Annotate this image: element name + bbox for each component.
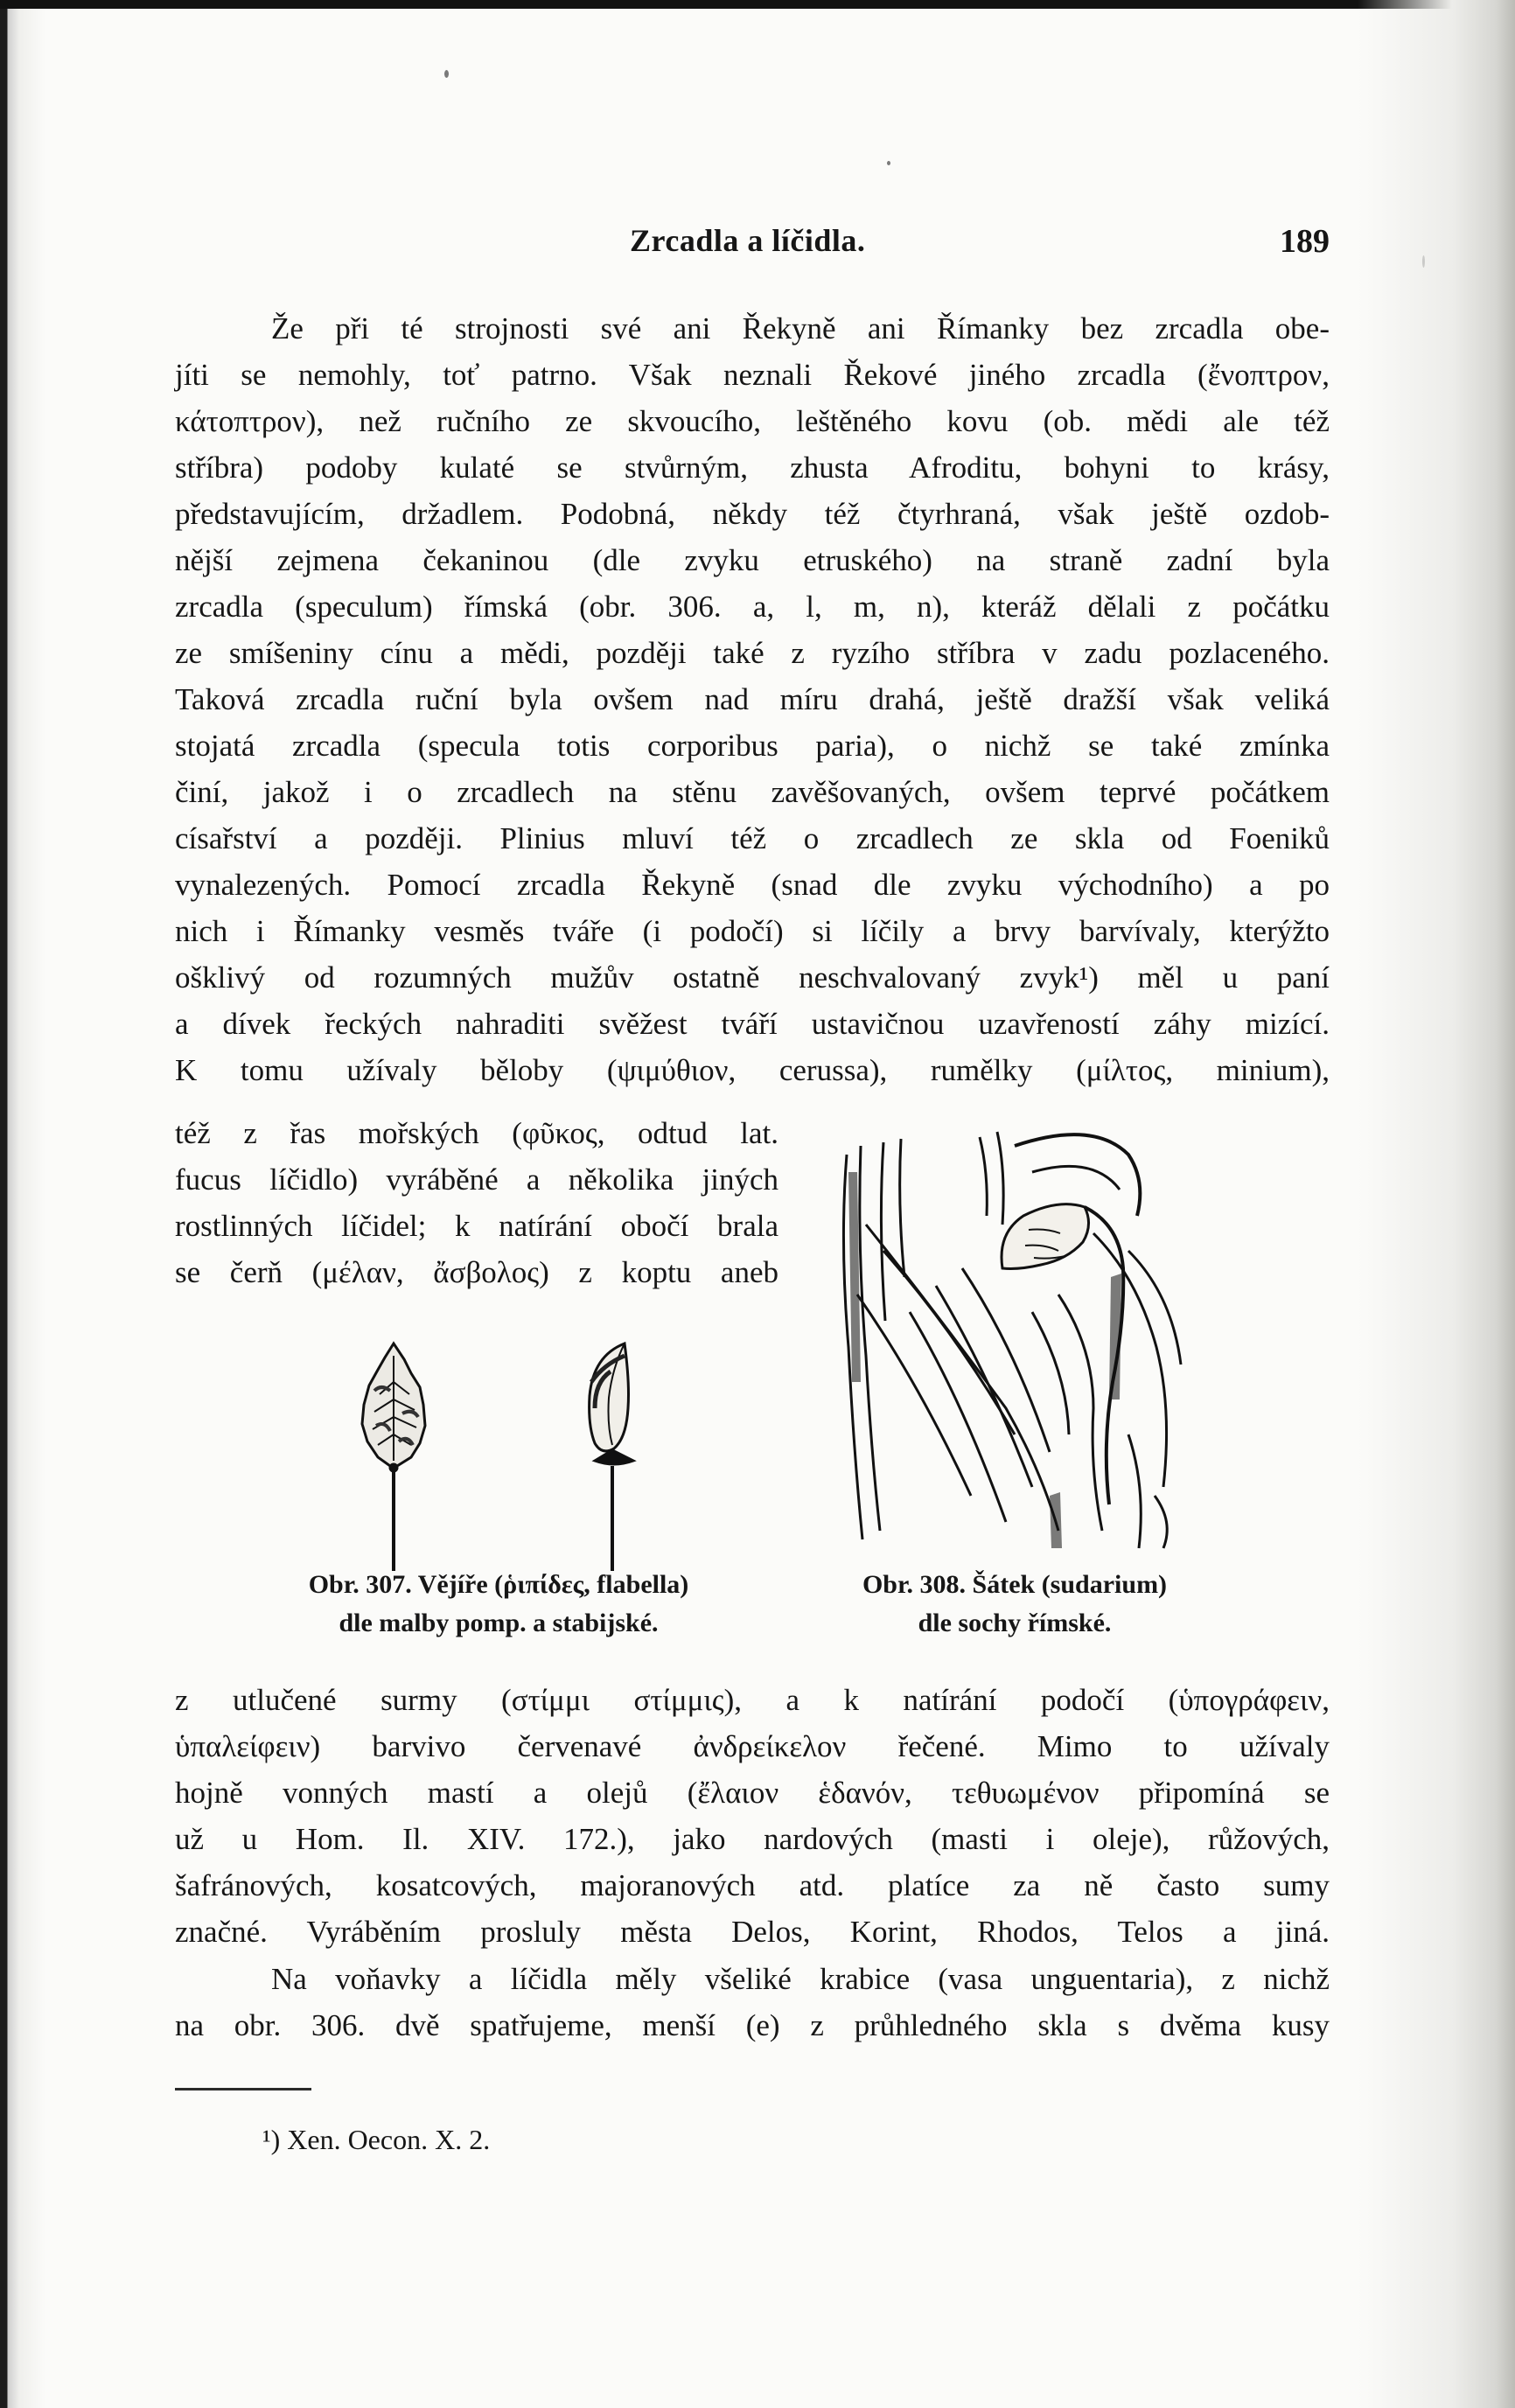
text-line: nich i Římanky vesměs tváře (i podočí) si líčily a brvy barvívaly, kterýžto xyxy=(175,914,1330,948)
paragraph-mirrors xyxy=(175,305,1330,1093)
page-header xyxy=(175,222,1330,266)
text-line: představujícím, držadlem. Podobná, někdy též čtyrhraná, však ještě ozdob- xyxy=(175,497,1330,531)
page-number: 189 xyxy=(1280,223,1330,260)
text-line: z utlučené surmy (στίμμι στίμμις), a k natírání podočí (ὑπογράφειν, xyxy=(175,1683,1330,1717)
text-line: ὑπαλείφειν) barvivo červenavé ἀνδρείκελον řečené. Mimo to užívaly xyxy=(175,1729,1330,1763)
text-line: Taková zrcadla ruční byla ovšem nad míru drahá, ještě dražší však veliká xyxy=(175,682,1330,716)
sudarium-drapery-illustration xyxy=(831,1120,1198,1557)
text-line: vynalezených. Pomocí zrcadla Řekyně (snad dle zvyku východního) a po xyxy=(175,868,1330,902)
paragraph-narrow-column xyxy=(175,1110,778,1295)
caption-line: Obr. 308. Šátek (sudarium) xyxy=(862,1570,1168,1599)
running-title: Zrcadla a líčidla. xyxy=(630,223,866,258)
footnote: ¹) Xen. Oecon. X. 2. xyxy=(262,2124,491,2155)
text-line: Že při té strojnosti své ani Řekyně ani Římanky bez zrcadla obe- xyxy=(271,311,1330,345)
leaf-fan-icon xyxy=(362,1344,425,1571)
text-line: hojně vonných mastí a olejů (ἔλαιον ἑδανόν, τεθυωμένον připomíná se xyxy=(175,1776,1330,1810)
text-line: jíti se nemohly, toť patrno. Však neznali Řekové jiného zrcadla (ἔνοπτρον, xyxy=(175,358,1330,392)
figure-fans xyxy=(332,1330,700,1574)
scan-speck xyxy=(444,70,449,78)
scan-speck xyxy=(887,161,890,165)
text-line: K tomu užívaly běloby (ψιμύθιον, cerussa), rumělky (μίλτος, minium), xyxy=(175,1053,1330,1087)
text-line: Na voňavky a líčidla měly všeliké krabice (vasa unguentaria), z nichž xyxy=(271,1962,1330,1996)
text-line: ze smíšeniny cínu a mědi, později také z ryzího stříbra v zadu pozlaceného. xyxy=(175,636,1330,670)
figure-sudarium xyxy=(831,1120,1198,1557)
scan-speck xyxy=(1422,255,1425,268)
caption-line: Obr. 307. Vějíře (ῥιπίδες, flabella) xyxy=(308,1570,689,1599)
caption-line: dle malby pomp. a stabijské. xyxy=(339,1609,659,1637)
text-line: šafránových, kosatcových, majoranových atd. platíce za ně často sumy xyxy=(175,1868,1330,1902)
text-line: se čerň (μέλαν, ἄσβολος) z koptu aneb xyxy=(175,1255,778,1289)
text-line: a dívek řeckých nahraditi svěžest tváří ustavičnou uzavřeností záhy mizící. xyxy=(175,1007,1330,1041)
figure-307-caption xyxy=(262,1566,735,1643)
text-line: zrcadla (speculum) římská (obr. 306. a, l, m, n), kteráž dělali z počátku xyxy=(175,590,1330,624)
text-line: fucus líčidlo) vyráběné a několika jiných xyxy=(175,1162,778,1197)
paragraph-perfume-boxes xyxy=(175,1956,1330,2049)
curved-fan-icon xyxy=(590,1344,633,1571)
caption-line: dle sochy římské. xyxy=(918,1609,1112,1637)
scan-top-edge xyxy=(0,0,1515,9)
text-line: na obr. 306. dvě spatřujeme, menší (e) z průhledného skla s dvěma kusy xyxy=(175,2008,1330,2042)
text-line: už u Hom. Il. XIV. 172.), jako nardových (masti i oleje), růžových, xyxy=(175,1822,1330,1856)
figure-308-caption xyxy=(822,1566,1207,1643)
text-line: značné. Vyráběním prosluly města Delos, Korint, Rhodos, Telos a jiná. xyxy=(175,1915,1330,1949)
text-line: císařství a později. Plinius mluví též o zrcadlech ze skla od Foeniků xyxy=(175,821,1330,855)
text-line: též z řas mořských (φῦκος, odtud lat. xyxy=(175,1116,778,1150)
text-line: rostlinných líčidel; k natírání obočí brala xyxy=(175,1209,778,1243)
text-line: κάτοπτρον), než ručního ze skvoucího, leštěného kovu (ob. mědi ale též xyxy=(175,404,1330,438)
text-line: stojatá zrcadla (specula totis corporibus paria), o nichž se také zmínka xyxy=(175,729,1330,763)
text-line: nější zejmena čekaninou (dle zvyku etruského) na straně zadní byla xyxy=(175,543,1330,577)
footnote-divider xyxy=(175,2088,311,2090)
text-line: ošklivý od rozumných mužův ostatně neschvalovaný zvyk¹) měl u paní xyxy=(175,960,1330,995)
paragraph-cosmetics xyxy=(175,1677,1330,1955)
fan-illustration xyxy=(332,1330,700,1574)
text-line: stříbra) podoby kulaté se stvůrným, zhusta Afroditu, bohyni to krásy, xyxy=(175,450,1330,485)
text-line: činí, jakož i o zrcadlech na stěnu zavěšovaných, ovšem teprvé počátkem xyxy=(175,775,1330,809)
